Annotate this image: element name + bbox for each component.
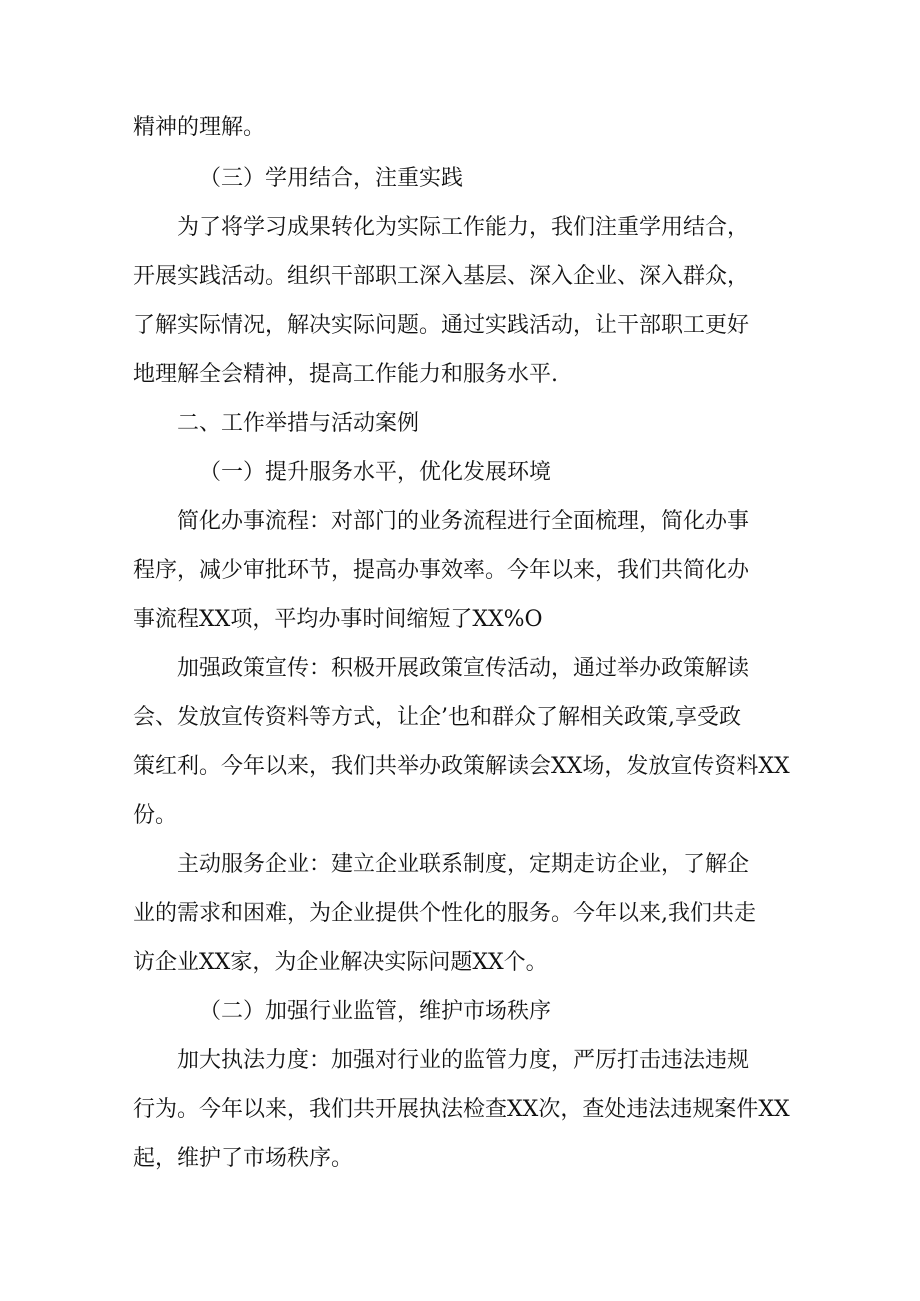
text-line: 主动服务企业：建立企业联系制度，定期走访企业，了解企: [177, 852, 750, 877]
text-line: 份。: [133, 803, 178, 828]
text-line: 策红利。今年以来，我们共举办政策解读会XX场，发放宣传资料XX: [133, 754, 790, 779]
text-line: 加大执法力度：加强对行业的监管力度，严厉打击违法违规: [177, 1048, 750, 1073]
section-heading: 二、工作举措与活动案例: [177, 411, 420, 436]
text-line: 事流程XX项，平均办事时间缩短了XX%O: [133, 607, 543, 632]
text-line: 地理解全会精神，提高工作能力和服务水平.: [133, 362, 558, 387]
text-line: 业的需求和困难，为企业提供个性化的服务。今年以来,我们共走: [133, 901, 756, 926]
text-line: 起，维护了市场秩序。: [133, 1146, 354, 1171]
text-line: 加强政策宣传：积极开展政策宣传活动，通过举办政策解读: [177, 656, 750, 681]
text-line: 开展实践活动。组织干部职工深入基层、深入企业、深入群众，: [133, 264, 750, 289]
text-line: 为了将学习成果转化为实际工作能力，我们注重学用结合，: [177, 215, 750, 240]
subsection-heading: （一）提升服务水平，优化发展环境: [199, 460, 552, 485]
text-line: 会、发放宣传资料等方式，让企’也和群众了解相关政策,享受政: [133, 705, 741, 730]
text-line: 行为。今年以来，我们共开展执法检查XX次，查处违法违规案件XX: [133, 1097, 790, 1122]
text-line: 精神的理解。: [133, 115, 266, 140]
subsection-heading: （二）加强行业监管，维护市场秩序: [199, 999, 552, 1024]
text-line: 简化办事流程：对部门的业务流程进行全面梳理，简化办事: [177, 509, 750, 534]
subsection-heading: （三）学用结合，注重实践: [199, 166, 464, 191]
text-line: 访企业XX家，为企业解决实际问题XX个。: [133, 950, 548, 975]
text-line: 了解实际情况，解决实际问题。通过实践活动，让干部职工更好: [133, 313, 750, 338]
text-line: 程序，减少审批环节，提高办事效率。今年以来，我们共简化办: [133, 558, 750, 583]
